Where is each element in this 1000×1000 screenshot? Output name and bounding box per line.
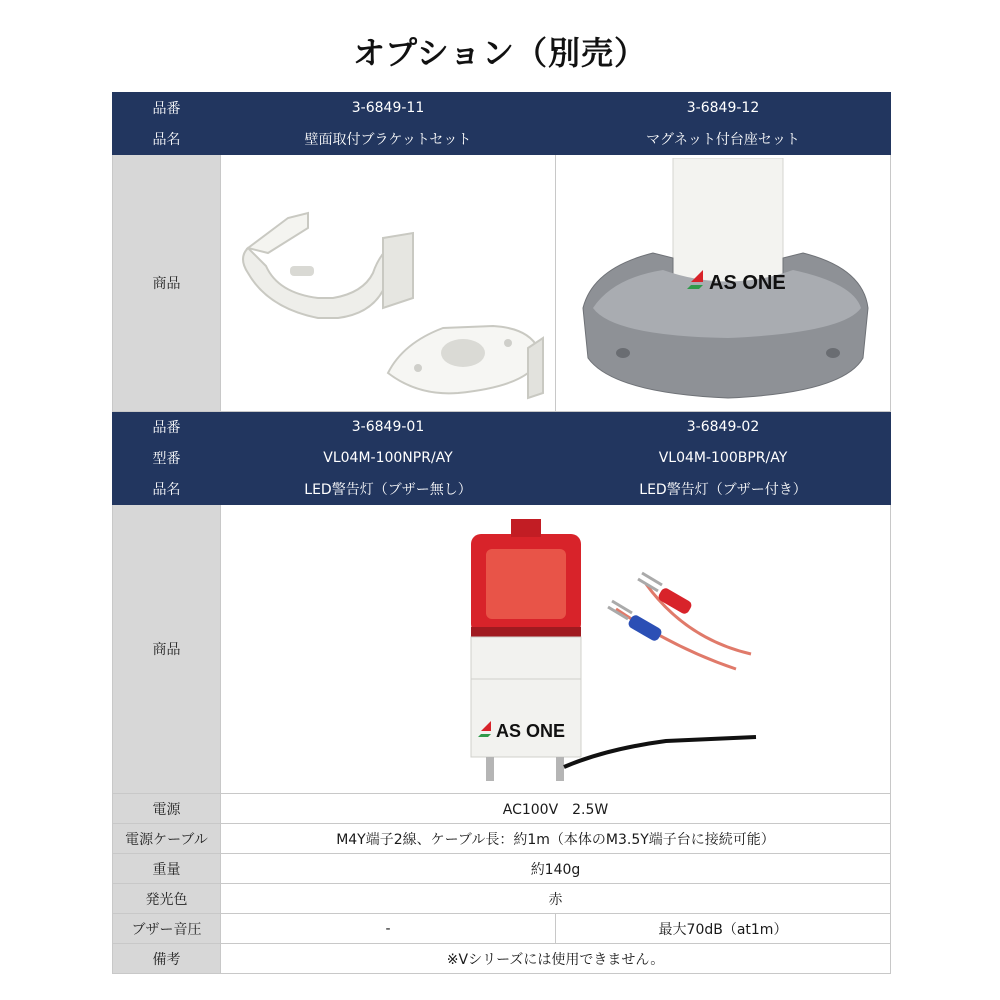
spec-label: 備考 (113, 944, 221, 974)
option-table (112, 92, 891, 974)
spec-label: 電源ケーブル (113, 824, 221, 854)
product-name-lamp-no-buzzer: LED警告灯（ブザー無し） (221, 474, 556, 505)
table-row (113, 824, 891, 854)
row-label-part-number: 品番 (113, 93, 221, 124)
table-row (113, 412, 891, 443)
table-row (113, 914, 891, 944)
spec-value-buzzer: 最大70dB（at1m） (556, 914, 891, 944)
model-lamp-buzzer: VL04M-100BPR/AY (556, 443, 891, 474)
table-row (113, 474, 891, 505)
row-label-product: 商品 (113, 505, 221, 794)
table-row (113, 93, 891, 124)
spec-value: AC100V 2.5W (221, 794, 891, 824)
lamp-logo-text: AS ONE (495, 721, 565, 741)
spec-label: 発光色 (113, 884, 221, 914)
product-name-magnet-base: マグネット付台座セット (556, 124, 891, 155)
product-name-lamp-buzzer: LED警告灯（ブザー付き） (556, 474, 891, 505)
table-row (113, 884, 891, 914)
table-row (113, 854, 891, 884)
spec-label: 電源 (113, 794, 221, 824)
product-name-bracket: 壁面取付ブラケットセット (221, 124, 556, 155)
row-label-model: 型番 (113, 443, 221, 474)
magnet-base-image (563, 158, 883, 408)
part-number-bracket: 3-6849-11 (221, 93, 556, 124)
table-row (113, 124, 891, 155)
spec-label: ブザー音圧 (113, 914, 221, 944)
spec-value: 約140g (221, 854, 891, 884)
table-row (113, 794, 891, 824)
spec-value: M4Y端子2線、ケーブル長：約1m（本体のM3.5Y端子台に接続可能） (221, 824, 891, 854)
row-label-part-number: 品番 (113, 412, 221, 443)
spec-value: 赤 (221, 884, 891, 914)
row-label-product-name: 品名 (113, 474, 221, 505)
wall-bracket-image (228, 158, 548, 408)
part-number-lamp-buzzer: 3-6849-02 (556, 412, 891, 443)
part-number-magnet-base: 3-6849-12 (556, 93, 891, 124)
part-number-lamp-no-buzzer: 3-6849-01 (221, 412, 556, 443)
bracket-image-cell (221, 155, 556, 412)
model-lamp-no-buzzer: VL04M-100NPR/AY (221, 443, 556, 474)
spec-value: ※Vシリーズには使用できません。 (221, 944, 891, 974)
magnet-base-image-cell (556, 155, 891, 412)
spec-label: 重量 (113, 854, 221, 884)
lamp-image-cell (221, 505, 891, 794)
as-one-logo-text: AS ONE (709, 272, 786, 294)
spec-value-no-buzzer: - (221, 914, 556, 944)
table-row (113, 155, 891, 412)
table-row (113, 944, 891, 974)
row-label-product: 商品 (113, 155, 221, 412)
table-row (113, 443, 891, 474)
page-title: オプション（別売） (352, 34, 648, 72)
led-warning-light-image (346, 509, 766, 789)
row-label-product-name: 品名 (113, 124, 221, 155)
table-row (113, 505, 891, 794)
